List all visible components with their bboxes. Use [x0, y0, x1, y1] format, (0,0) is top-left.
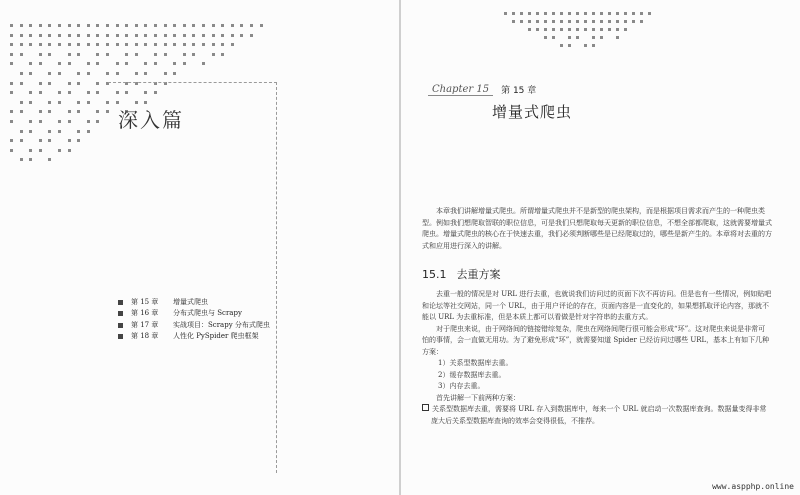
decorative-dot	[520, 12, 523, 15]
decorative-dot	[183, 24, 186, 27]
decorative-dot	[221, 53, 224, 56]
decorative-dot	[250, 34, 253, 37]
decorative-dot	[600, 36, 603, 39]
decorative-dot	[544, 20, 547, 23]
decorative-dot	[221, 34, 224, 37]
decorative-dot	[568, 28, 571, 31]
decorative-dot-pattern	[496, 12, 656, 52]
decorative-dot	[48, 24, 51, 27]
decorative-dot	[106, 72, 109, 75]
decorative-dot	[231, 34, 234, 37]
decorative-dot	[154, 43, 157, 46]
decorative-dot	[592, 36, 595, 39]
decorative-dot	[58, 62, 61, 65]
toc-item: 第 18 章 人性化 PySpider 爬虫框架	[118, 331, 270, 342]
decorative-dot	[173, 24, 176, 27]
decorative-dot	[10, 82, 13, 85]
decorative-dot	[96, 110, 99, 113]
decorative-dot	[183, 43, 186, 46]
decorative-dot	[202, 24, 205, 27]
chapter-en-label: Chapter 15	[428, 84, 493, 96]
decorative-dot	[10, 139, 13, 142]
decorative-dot	[29, 24, 32, 27]
decorative-dot	[48, 110, 51, 113]
chapter-label	[428, 83, 536, 96]
decorative-dot	[202, 62, 205, 65]
decorative-dot	[221, 43, 224, 46]
decorative-dot	[29, 149, 32, 152]
chapter-intro: 本章我们讲解增量式爬虫。所谓增量式爬虫并不是新型的爬虫架构，而是根据项目需求而产生的一种爬虫类型。例如我们想爬取智联的职位信息，可是我们只想爬取每天更新的职位信息，不想全部都爬取，这就需要增量式爬虫。增量式爬虫的核心在于快速去重，我们必须判断哪些是已经爬取过的，哪些是新产生的。本章将对去重的方式和应用进行深入的讲解。	[422, 207, 772, 250]
chapter-number: 第 15 章	[501, 86, 537, 96]
decorative-dot	[39, 139, 42, 142]
decorative-dot	[584, 28, 587, 31]
decorative-dot	[528, 28, 531, 31]
decorative-dot	[125, 62, 128, 65]
decorative-dot	[20, 72, 23, 75]
decorative-dot	[58, 149, 61, 152]
decorative-dot	[39, 110, 42, 113]
decorative-dot	[10, 43, 13, 46]
decorative-dot	[10, 110, 13, 113]
decorative-dot	[96, 53, 99, 56]
decorative-dot	[183, 53, 186, 56]
decorative-dot	[568, 12, 571, 15]
decorative-dot	[592, 20, 595, 23]
decorative-dot	[544, 36, 547, 39]
decorative-dot	[106, 24, 109, 27]
decorative-dot	[20, 110, 23, 113]
toc-item: 第 17 章 实战项目：Scrapy 分布式爬虫	[118, 320, 270, 331]
decorative-dot	[77, 24, 80, 27]
decorative-dot	[144, 34, 147, 37]
decorative-dot	[144, 72, 147, 75]
decorative-dot	[192, 34, 195, 37]
decorative-dot	[544, 28, 547, 31]
decorative-dot	[552, 12, 555, 15]
decorative-dot	[568, 36, 571, 39]
decorative-dot	[592, 44, 595, 47]
decorative-dot	[39, 62, 42, 65]
decorative-dot	[584, 20, 587, 23]
decorative-dot	[96, 82, 99, 85]
decorative-dot	[48, 72, 51, 75]
decorative-dot	[29, 43, 32, 46]
decorative-dot	[183, 62, 186, 65]
bullet-square-icon	[118, 311, 123, 316]
decorative-dot	[58, 130, 61, 133]
decorative-dot	[48, 82, 51, 85]
decorative-dot	[29, 101, 32, 104]
decorative-dot	[58, 72, 61, 75]
decorative-dot	[240, 24, 243, 27]
decorative-dot	[39, 82, 42, 85]
decorative-dot	[568, 44, 571, 47]
decorative-dot	[87, 91, 90, 94]
decorative-dot	[616, 28, 619, 31]
toc-item: 第 15 章 增量式爬虫	[118, 297, 270, 308]
decorative-dot	[536, 12, 539, 15]
decorative-dot	[10, 91, 13, 94]
decorative-dot	[173, 72, 176, 75]
decorative-dot	[48, 34, 51, 37]
decorative-dot	[58, 24, 61, 27]
decorative-dot	[608, 20, 611, 23]
decorative-dot	[77, 82, 80, 85]
decorative-dot	[106, 53, 109, 56]
decorative-dot	[624, 20, 627, 23]
decorative-dot	[568, 20, 571, 23]
part-toc	[118, 297, 270, 343]
decorative-dot	[29, 62, 32, 65]
decorative-dot	[202, 34, 205, 37]
decorative-dot	[39, 24, 42, 27]
decorative-dot	[164, 72, 167, 75]
decorative-dot	[154, 24, 157, 27]
decorative-dot	[552, 20, 555, 23]
decorative-dot	[39, 34, 42, 37]
decorative-dot	[116, 72, 119, 75]
decorative-dot	[77, 53, 80, 56]
decorative-dot	[183, 34, 186, 37]
decorative-dot	[87, 72, 90, 75]
decorative-dot	[584, 12, 587, 15]
decorative-dot	[116, 43, 119, 46]
bullet-square-icon	[118, 300, 123, 305]
decorative-dot	[29, 158, 32, 161]
decorative-dot	[20, 139, 23, 142]
section-body	[422, 289, 772, 427]
decorative-dot	[10, 149, 13, 152]
decorative-dot	[125, 53, 128, 56]
decorative-dot	[58, 120, 61, 123]
decorative-dot	[125, 43, 128, 46]
decorative-dot	[77, 101, 80, 104]
decorative-dot	[29, 130, 32, 133]
decorative-dot	[260, 24, 263, 27]
decorative-dot	[600, 12, 603, 15]
decorative-dot	[68, 34, 71, 37]
decorative-dot	[592, 12, 595, 15]
decorative-dot	[68, 91, 71, 94]
decorative-dot	[77, 130, 80, 133]
decorative-dot	[96, 34, 99, 37]
decorative-dot	[58, 34, 61, 37]
decorative-dot	[87, 130, 90, 133]
decorative-dot	[29, 34, 32, 37]
paragraph: 去重一般的情况是对 URL 进行去重，也就说我们访问过的页面下次不再访问。但是也有一些情况，例如贴吧和论坛等社交网站，同一个 URL，由于用户评论的存在，页面内容是一直变化的，如果想抓取评论内容，那就不能以 URL 为去重标准，但是本质上都可以看做是针对字符串的去重方式。	[422, 290, 772, 321]
decorative-dot	[576, 20, 579, 23]
decorative-dot	[29, 120, 32, 123]
list-item: 2）缓存数据库去重。	[438, 370, 506, 379]
decorative-dot	[48, 139, 51, 142]
decorative-dot	[68, 53, 71, 56]
decorative-dot	[560, 28, 563, 31]
decorative-dot	[125, 34, 128, 37]
decorative-dot	[536, 20, 539, 23]
decorative-dot	[144, 62, 147, 65]
decorative-dot	[221, 24, 224, 27]
decorative-dot	[616, 36, 619, 39]
paragraph: 对于爬虫来说，由于网络间的链接错综复杂，爬虫在网络间爬行很可能会形成“环”。这对爬虫来说是非常可怕的事情，会一直做无用功。为了避免形成“环”，就需要知道 Spider 已经访问过哪些 URL，基本上有如下几种方案：	[422, 324, 770, 356]
decorative-dot	[504, 12, 507, 15]
section-number: 15.1	[422, 268, 447, 281]
decorative-dot	[10, 62, 13, 65]
paragraph: 首先讲解一下前两种方案：	[436, 393, 520, 402]
bullet-square-icon	[118, 323, 123, 328]
decorative-dot	[68, 110, 71, 113]
decorative-dot	[68, 43, 71, 46]
decorative-dot	[624, 28, 627, 31]
decorative-dot	[39, 53, 42, 56]
decorative-dot	[77, 34, 80, 37]
decorative-dot	[154, 53, 157, 56]
decorative-dot	[58, 91, 61, 94]
list-item: 3）内存去重。	[438, 382, 485, 390]
checkbox-square-icon	[422, 404, 429, 411]
decorative-dot	[68, 120, 71, 123]
decorative-dot	[96, 43, 99, 46]
decorative-dot	[39, 43, 42, 46]
decorative-dot	[584, 44, 587, 47]
decorative-dot	[173, 62, 176, 65]
decorative-dot	[576, 12, 579, 15]
decorative-dot	[135, 72, 138, 75]
list-item: 1）关系型数据库去重。	[438, 359, 513, 367]
decorative-dot	[632, 12, 635, 15]
decorative-dot	[640, 20, 643, 23]
decorative-dot	[77, 110, 80, 113]
decorative-dot	[77, 139, 80, 142]
decorative-dot	[87, 43, 90, 46]
decorative-dot	[68, 139, 71, 142]
decorative-dot	[173, 34, 176, 37]
decorative-dot	[96, 24, 99, 27]
decorative-dot	[231, 24, 234, 27]
decorative-dot	[68, 149, 71, 152]
decorative-dot	[29, 72, 32, 75]
decorative-dot	[39, 91, 42, 94]
decorative-dot	[576, 36, 579, 39]
decorative-dot	[560, 12, 563, 15]
decorative-dot	[648, 12, 651, 15]
decorative-dot	[164, 53, 167, 56]
decorative-dot	[20, 53, 23, 56]
decorative-dot	[68, 62, 71, 65]
chapter-title: 增量式爬虫	[492, 103, 573, 121]
decorative-dot	[39, 149, 42, 152]
decorative-dot	[20, 34, 23, 37]
watermark: www.aspphp.online	[712, 482, 794, 491]
decorative-frame	[108, 82, 277, 473]
decorative-dot	[10, 120, 13, 123]
decorative-dot	[58, 43, 61, 46]
decorative-dot	[560, 44, 563, 47]
decorative-dot	[20, 24, 23, 27]
decorative-dot	[592, 28, 595, 31]
decorative-dot	[154, 34, 157, 37]
decorative-dot	[48, 101, 51, 104]
decorative-dot	[212, 53, 215, 56]
decorative-dot	[192, 24, 195, 27]
decorative-dot	[106, 43, 109, 46]
decorative-dot	[48, 158, 51, 161]
decorative-dot	[624, 12, 627, 15]
decorative-dot	[10, 34, 13, 37]
decorative-dot	[632, 20, 635, 23]
decorative-dot	[202, 43, 205, 46]
decorative-dot	[560, 20, 563, 23]
decorative-dot	[77, 43, 80, 46]
decorative-dot	[135, 43, 138, 46]
decorative-dot	[212, 24, 215, 27]
decorative-dot	[87, 120, 90, 123]
decorative-dot	[39, 120, 42, 123]
boxed-list-item: 关系型数据库去重，需要将 URL 存入到数据库中，每来一个 URL 就启动一次数据库查询。数据量变得非常庞大后关系型数据库查询的效率会变得很低，不推荐。	[422, 404, 772, 427]
decorative-dot	[96, 120, 99, 123]
decorative-dot	[10, 53, 13, 56]
decorative-dot	[164, 34, 167, 37]
decorative-dot	[20, 82, 23, 85]
decorative-dot	[600, 28, 603, 31]
decorative-dot	[240, 34, 243, 37]
decorative-dot	[608, 28, 611, 31]
decorative-dot	[116, 62, 119, 65]
decorative-dot	[87, 101, 90, 104]
decorative-dot	[616, 12, 619, 15]
decorative-dot	[58, 101, 61, 104]
decorative-dot	[20, 43, 23, 46]
decorative-dot	[20, 130, 23, 133]
bullet-square-icon	[118, 334, 123, 339]
decorative-dot	[29, 91, 32, 94]
decorative-dot	[48, 53, 51, 56]
section-heading	[422, 266, 511, 282]
decorative-dot	[125, 24, 128, 27]
decorative-dot	[106, 34, 109, 37]
decorative-dot	[20, 158, 23, 161]
decorative-dot	[512, 20, 515, 23]
decorative-dot	[576, 28, 579, 31]
part-title: 深入篇	[118, 108, 184, 132]
decorative-dot	[135, 34, 138, 37]
decorative-dot	[231, 43, 234, 46]
decorative-dot	[552, 36, 555, 39]
decorative-dot	[87, 62, 90, 65]
decorative-dot	[212, 43, 215, 46]
decorative-dot	[96, 62, 99, 65]
decorative-dot	[173, 43, 176, 46]
decorative-dot	[608, 12, 611, 15]
decorative-dot	[135, 53, 138, 56]
decorative-dot	[135, 24, 138, 27]
decorative-dot	[512, 12, 515, 15]
left-page	[0, 0, 399, 495]
decorative-dot	[600, 20, 603, 23]
decorative-dot	[536, 28, 539, 31]
decorative-dot	[544, 12, 547, 15]
decorative-dot	[68, 82, 71, 85]
decorative-dot	[640, 12, 643, 15]
decorative-dot	[48, 43, 51, 46]
decorative-dot	[192, 53, 195, 56]
decorative-dot	[164, 43, 167, 46]
decorative-dot	[144, 24, 147, 27]
decorative-dot	[192, 43, 195, 46]
decorative-dot	[10, 24, 13, 27]
decorative-dot	[87, 34, 90, 37]
decorative-dot	[20, 101, 23, 104]
decorative-dot	[250, 24, 253, 27]
decorative-dot	[164, 24, 167, 27]
toc-item: 第 16 章 分布式爬虫与 Scrapy	[118, 308, 270, 319]
decorative-dot	[616, 20, 619, 23]
decorative-dot	[212, 34, 215, 37]
decorative-dot	[116, 24, 119, 27]
decorative-dot	[520, 20, 523, 23]
decorative-dot	[68, 24, 71, 27]
decorative-dot	[48, 130, 51, 133]
decorative-dot	[96, 91, 99, 94]
decorative-dot	[552, 28, 555, 31]
decorative-dot	[144, 43, 147, 46]
decorative-dot	[116, 34, 119, 37]
decorative-dot	[154, 62, 157, 65]
decorative-dot	[528, 20, 531, 23]
decorative-dot	[77, 72, 80, 75]
section-title: 去重方案	[456, 268, 501, 281]
decorative-dot	[87, 24, 90, 27]
decorative-dot	[528, 12, 531, 15]
